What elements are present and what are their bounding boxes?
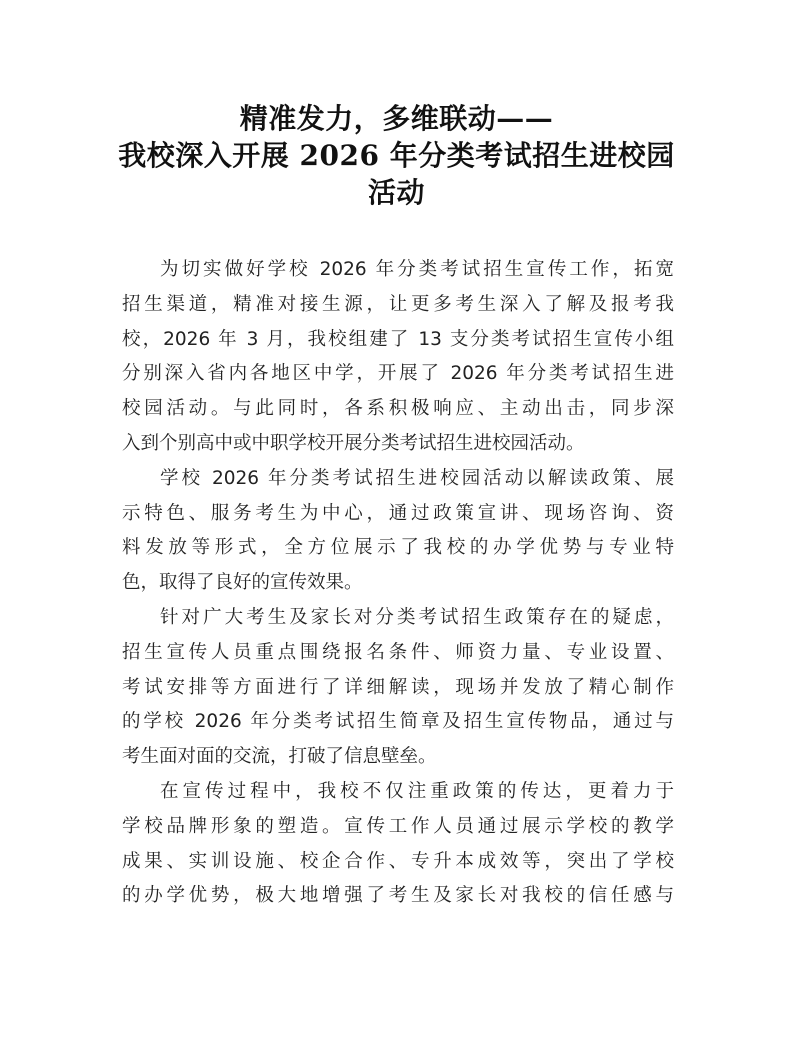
- paragraph-4: [122, 775, 674, 914]
- paragraph-line: 成果、实训设施、校企合作、专升本成效等，突出了学校: [122, 850, 674, 872]
- title-line-1: 精准发力，多维联动——: [239, 102, 554, 135]
- paragraph-3: [122, 601, 674, 775]
- article-body: [122, 253, 674, 914]
- title-line-3: 活动: [367, 176, 425, 209]
- paragraph-2: [122, 462, 674, 601]
- paragraph-line: 考试安排等方面进行了详细解读，现场并发放了精心制作: [122, 676, 674, 698]
- paragraph-line: 在宣传过程中，我校不仅注重政策的传达，更着力于: [160, 780, 674, 802]
- paragraph-line: 入到个别高中或中职学校开展分类考试招生进校园活动。: [122, 432, 585, 454]
- paragraph-line: 分别深入省内各地区中学，开展了 2026 年分类考试招生进: [122, 363, 674, 385]
- paragraph-line: 针对广大考生及家长对分类考试招生政策存在的疑虑，: [160, 606, 674, 628]
- paragraph-line: 考生面对面的交流，打破了信息壁垒。: [122, 746, 437, 768]
- paragraph-line: 料发放等形式，全方位展示了我校的办学优势与专业特: [122, 537, 674, 559]
- paragraph-line: 招生宣传人员重点围绕报名条件、师资力量、专业设置、: [122, 641, 674, 663]
- paragraph-line: 的办学优势，极大地增强了考生及家长对我校的信任感与: [122, 885, 674, 907]
- paragraph-line: 为切实做好学校 2026 年分类考试招生宣传工作，拓宽: [160, 259, 674, 280]
- paragraph-line: 招生渠道，精准对接生源，让更多考生深入了解及报考我: [122, 293, 674, 315]
- paragraph-line: 学校 2026 年分类考试招生进校园活动以解读政策、展: [160, 467, 674, 489]
- paragraph-1: [122, 253, 674, 462]
- page-title: [80, 100, 713, 211]
- paragraph-line: 的学校 2026 年分类考试招生简章及招生宣传物品，通过与: [122, 711, 674, 733]
- title-line-2: 我校深入开展 2026 年分类考试招生进校园: [118, 139, 675, 172]
- paragraph-line: 校园活动。与此同时，各系积极响应、主动出击，同步深: [122, 398, 674, 420]
- paragraph-line: 示特色、服务考生为中心，通过政策宣讲、现场咨询、资: [122, 502, 674, 524]
- paragraph-line: 色，取得了良好的宣传效果。: [122, 572, 363, 594]
- paragraph-line: 校，2026 年 3 月，我校组建了 13 支分类考试招生宣传小组: [122, 328, 674, 350]
- paragraph-line: 学校品牌形象的塑造。宣传工作人员通过展示学校的教学: [122, 815, 674, 837]
